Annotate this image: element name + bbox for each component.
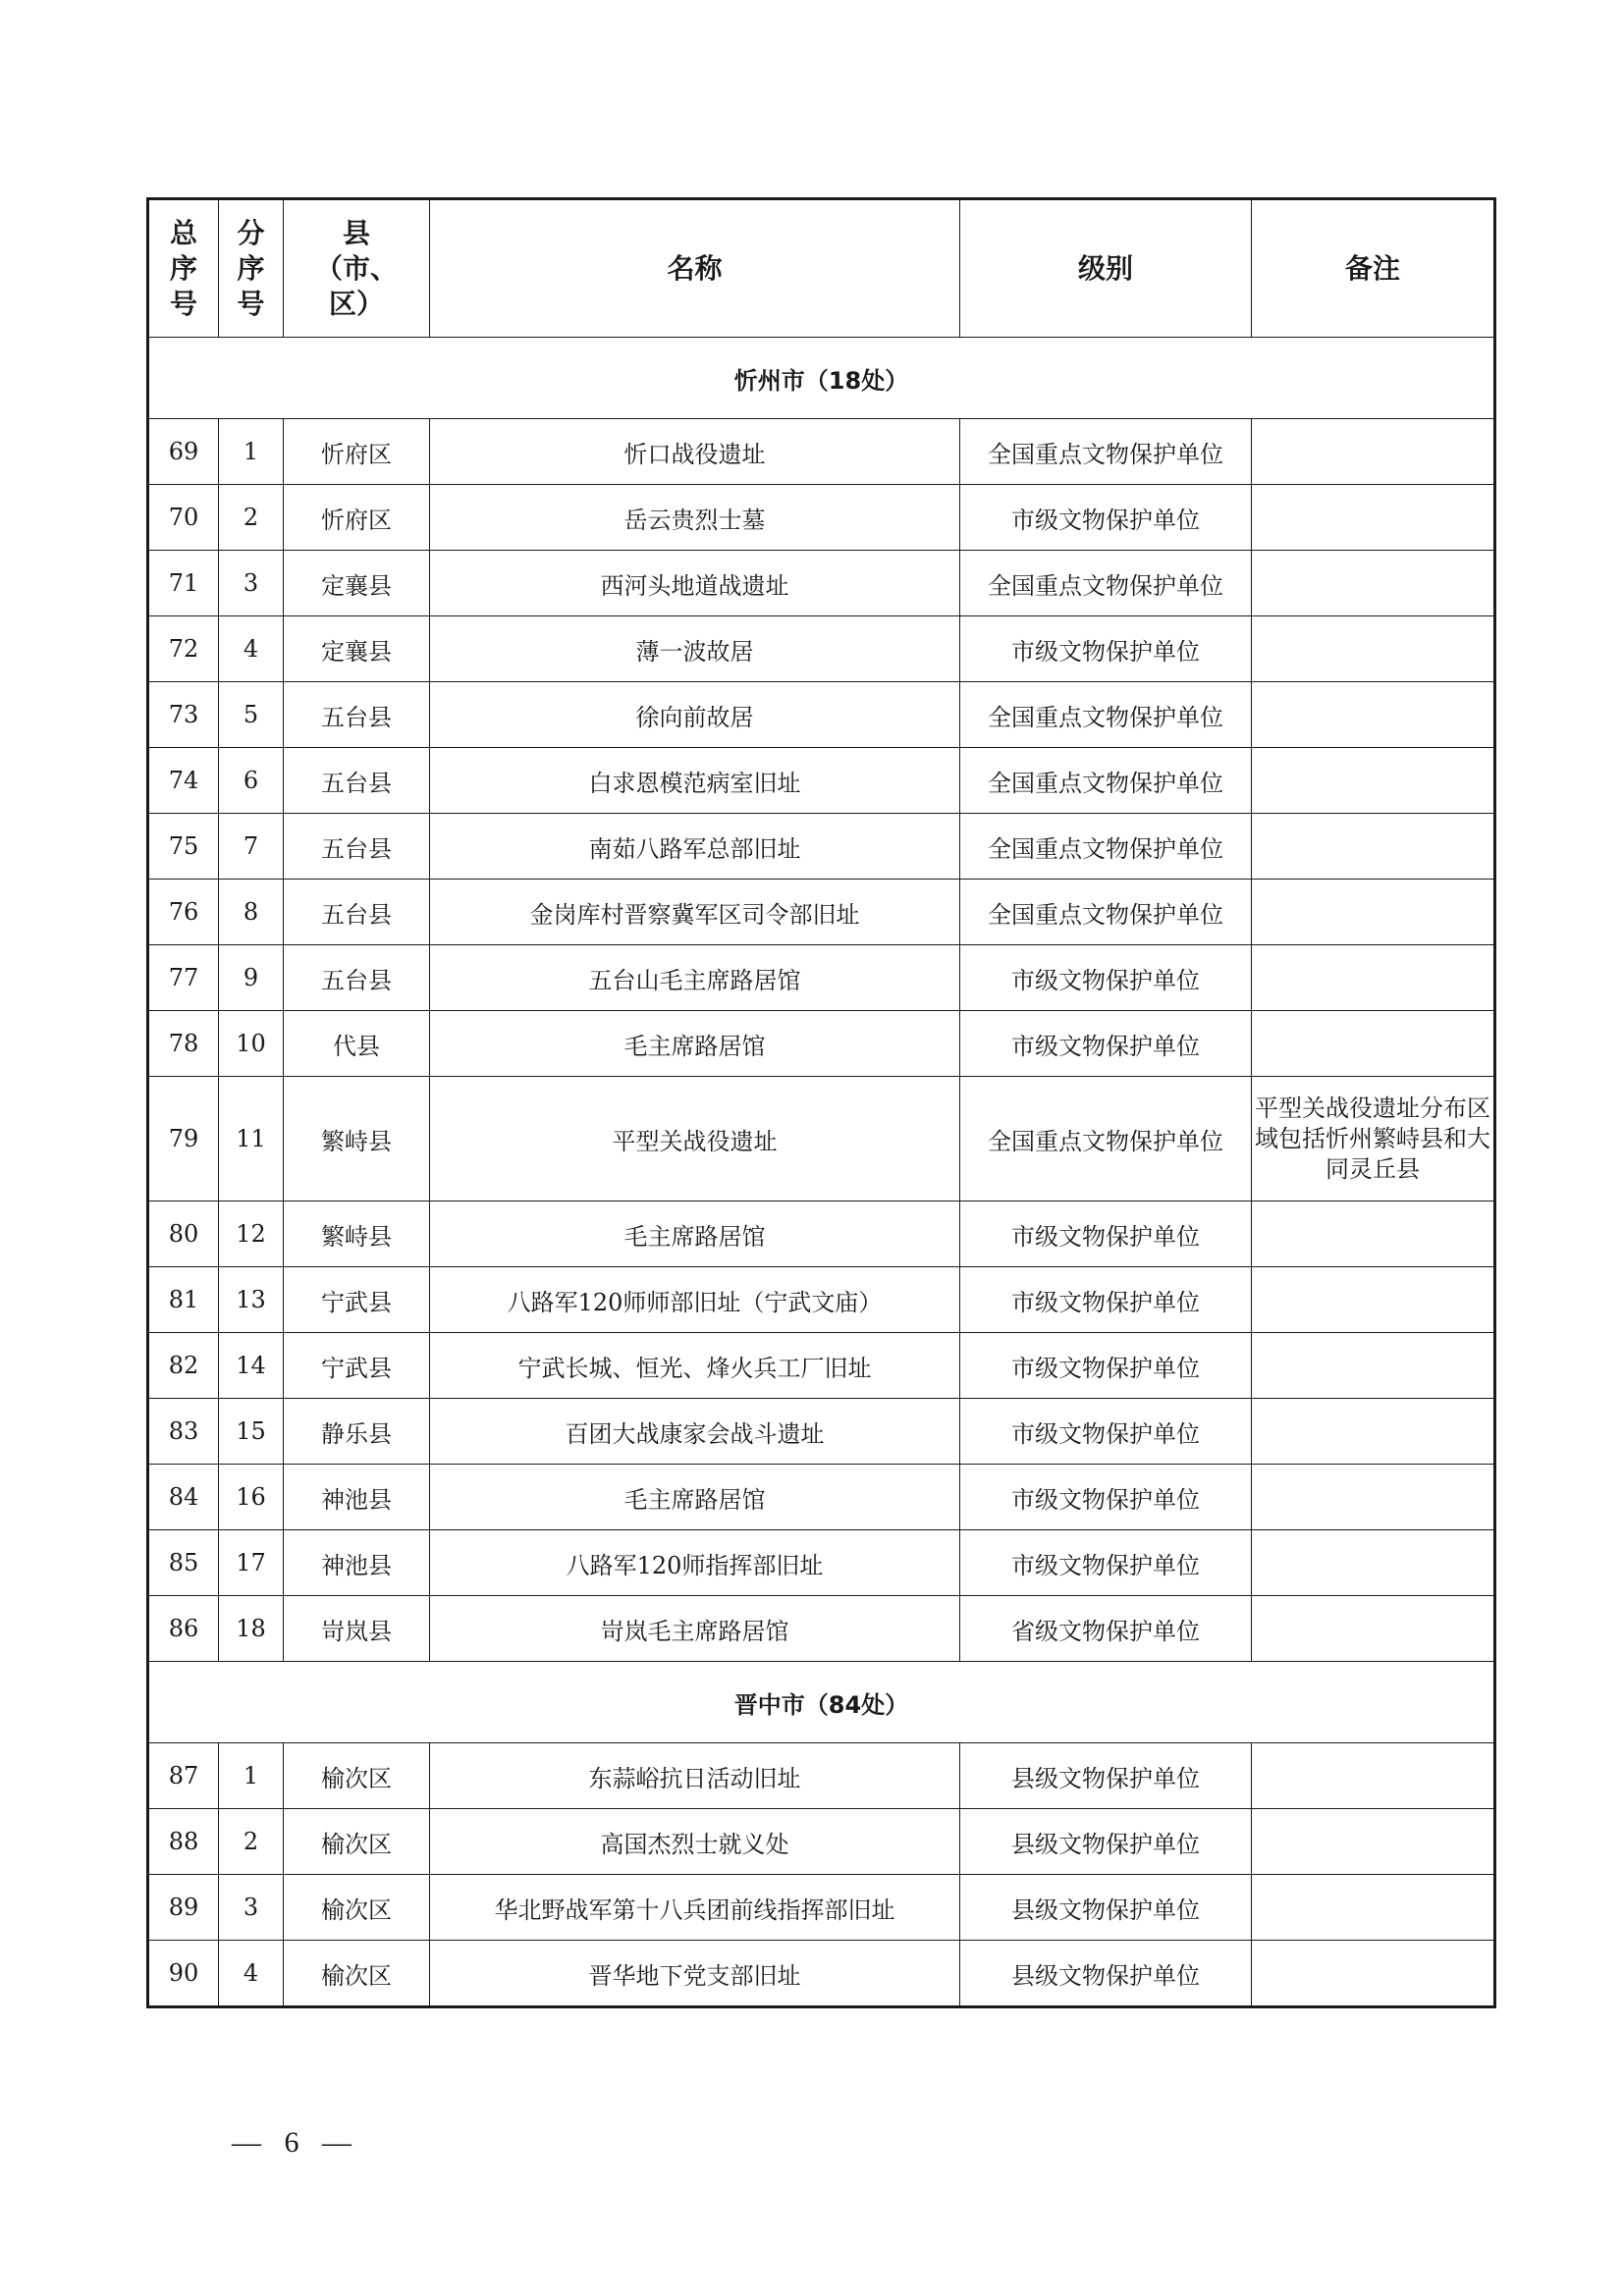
cell-total-no: 71: [148, 551, 219, 616]
cell-name: 平型关战役遗址: [430, 1077, 960, 1201]
table-row: [148, 945, 1495, 1011]
cell-level: 全国重点文物保护单位: [960, 748, 1252, 814]
cell-county: 五台县: [284, 748, 430, 814]
cell-remark: [1252, 1530, 1495, 1596]
cell-total-no: 72: [148, 616, 219, 682]
cell-name: 五台山毛主席路居馆: [430, 945, 960, 1011]
cell-total-no: 87: [148, 1743, 219, 1809]
cell-county: 忻府区: [284, 419, 430, 485]
table-row: [148, 551, 1495, 616]
cell-name: 岳云贵烈士墓: [430, 485, 960, 551]
cell-remark: [1252, 1333, 1495, 1399]
table-row: [148, 1809, 1495, 1875]
cell-total-no: 90: [148, 1941, 219, 2007]
cell-level: 全国重点文物保护单位: [960, 1077, 1252, 1201]
header-total-no: 总序号: [148, 199, 219, 338]
cell-total-no: 81: [148, 1267, 219, 1333]
cell-county: 榆次区: [284, 1941, 430, 2007]
cell-county: 神池县: [284, 1530, 430, 1596]
section-title: 忻州市（18处）: [148, 338, 1495, 419]
header-sub-no: 分序号: [219, 199, 284, 338]
cell-name: 高国杰烈士就义处: [430, 1809, 960, 1875]
cell-county: 五台县: [284, 682, 430, 748]
cell-remark: [1252, 1941, 1495, 2007]
cell-remark: [1252, 616, 1495, 682]
table-header-row: [148, 199, 1495, 338]
cell-remark: [1252, 682, 1495, 748]
cell-sub-no: 3: [219, 1875, 284, 1941]
header-remark: 备注: [1252, 199, 1495, 338]
table-row: [148, 1267, 1495, 1333]
cell-remark: [1252, 880, 1495, 945]
cell-sub-no: 6: [219, 748, 284, 814]
cell-sub-no: 10: [219, 1011, 284, 1077]
section-title: 晋中市（84处）: [148, 1662, 1495, 1743]
cell-remark: [1252, 1399, 1495, 1465]
cell-name: 白求恩模范病室旧址: [430, 748, 960, 814]
cell-total-no: 80: [148, 1201, 219, 1267]
cell-remark: [1252, 748, 1495, 814]
cell-remark: [1252, 945, 1495, 1011]
cell-county: 五台县: [284, 880, 430, 945]
cell-total-no: 85: [148, 1530, 219, 1596]
table-row: [148, 485, 1495, 551]
cell-remark: [1252, 551, 1495, 616]
cell-name: 金岗库村晋察冀军区司令部旧址: [430, 880, 960, 945]
cell-remark: [1252, 485, 1495, 551]
cell-name: 薄一波故居: [430, 616, 960, 682]
table-row: [148, 1875, 1495, 1941]
cell-sub-no: 16: [219, 1465, 284, 1530]
cell-sub-no: 14: [219, 1333, 284, 1399]
cell-name: 八路军120师师部旧址（宁武文庙）: [430, 1267, 960, 1333]
table-row: [148, 1941, 1495, 2007]
cell-sub-no: 17: [219, 1530, 284, 1596]
cell-county: 定襄县: [284, 551, 430, 616]
cell-sub-no: 12: [219, 1201, 284, 1267]
cell-name: 毛主席路居馆: [430, 1465, 960, 1530]
cell-level: 市级文物保护单位: [960, 1201, 1252, 1267]
cell-level: 全国重点文物保护单位: [960, 551, 1252, 616]
table-row: [148, 1333, 1495, 1399]
table-row: [148, 1530, 1495, 1596]
table-row: [148, 814, 1495, 880]
cell-total-no: 84: [148, 1465, 219, 1530]
cell-sub-no: 4: [219, 616, 284, 682]
table-row: [148, 1011, 1495, 1077]
table-row: [148, 1465, 1495, 1530]
table-row: [148, 1596, 1495, 1662]
cell-name: 华北野战军第十八兵团前线指挥部旧址: [430, 1875, 960, 1941]
cell-sub-no: 4: [219, 1941, 284, 2007]
cell-total-no: 86: [148, 1596, 219, 1662]
cell-county: 榆次区: [284, 1809, 430, 1875]
table-row: [148, 1201, 1495, 1267]
cell-sub-no: 18: [219, 1596, 284, 1662]
page-number: — 6 —: [232, 2126, 359, 2159]
table-row: [148, 682, 1495, 748]
cell-level: 市级文物保护单位: [960, 1399, 1252, 1465]
section-header-row: [148, 1662, 1495, 1743]
cell-level: 县级文物保护单位: [960, 1809, 1252, 1875]
cell-total-no: 83: [148, 1399, 219, 1465]
cell-county: 代县: [284, 1011, 430, 1077]
cell-sub-no: 7: [219, 814, 284, 880]
cell-level: 市级文物保护单位: [960, 1011, 1252, 1077]
cell-county: 宁武县: [284, 1267, 430, 1333]
header-name: 名称: [430, 199, 960, 338]
section-header-row: [148, 338, 1495, 419]
cell-name: 毛主席路居馆: [430, 1201, 960, 1267]
cell-total-no: 88: [148, 1809, 219, 1875]
cell-total-no: 73: [148, 682, 219, 748]
table-body: [148, 338, 1495, 2007]
cell-county: 神池县: [284, 1465, 430, 1530]
cell-remark: [1252, 1809, 1495, 1875]
cell-level: 市级文物保护单位: [960, 1333, 1252, 1399]
cell-sub-no: 5: [219, 682, 284, 748]
cell-sub-no: 1: [219, 1743, 284, 1809]
cell-county: 繁峙县: [284, 1201, 430, 1267]
cell-county: 忻府区: [284, 485, 430, 551]
cell-sub-no: 1: [219, 419, 284, 485]
cell-sub-no: 8: [219, 880, 284, 945]
cell-county: 繁峙县: [284, 1077, 430, 1201]
cell-name: 忻口战役遗址: [430, 419, 960, 485]
cell-level: 县级文物保护单位: [960, 1941, 1252, 2007]
cell-county: 榆次区: [284, 1743, 430, 1809]
cell-level: 全国重点文物保护单位: [960, 419, 1252, 485]
cell-level: 全国重点文物保护单位: [960, 682, 1252, 748]
table-row: [148, 748, 1495, 814]
cell-total-no: 79: [148, 1077, 219, 1201]
cell-sub-no: 13: [219, 1267, 284, 1333]
cell-name: 岢岚毛主席路居馆: [430, 1596, 960, 1662]
cell-remark: [1252, 1596, 1495, 1662]
cell-total-no: 75: [148, 814, 219, 880]
cell-level: 市级文物保护单位: [960, 485, 1252, 551]
cell-name: 百团大战康家会战斗遗址: [430, 1399, 960, 1465]
table-row: [148, 880, 1495, 945]
table-row: [148, 616, 1495, 682]
cell-level: 全国重点文物保护单位: [960, 814, 1252, 880]
cell-county: 五台县: [284, 814, 430, 880]
cell-county: 岢岚县: [284, 1596, 430, 1662]
cell-name: 毛主席路居馆: [430, 1011, 960, 1077]
cell-level: 市级文物保护单位: [960, 945, 1252, 1011]
cell-name: 西河头地道战遗址: [430, 551, 960, 616]
cell-remark: [1252, 814, 1495, 880]
table-row: [148, 1399, 1495, 1465]
cell-remark: 平型关战役遗址分布区域包括忻州繁峙县和大同灵丘县: [1252, 1077, 1495, 1201]
cell-total-no: 78: [148, 1011, 219, 1077]
cell-level: 省级文物保护单位: [960, 1596, 1252, 1662]
cell-name: 宁武长城、恒光、烽火兵工厂旧址: [430, 1333, 960, 1399]
cell-remark: [1252, 1011, 1495, 1077]
cell-total-no: 76: [148, 880, 219, 945]
cell-name: 徐向前故居: [430, 682, 960, 748]
header-county: 县（市、区）: [284, 199, 430, 338]
table-row: [148, 1743, 1495, 1809]
cell-name: 八路军120师指挥部旧址: [430, 1530, 960, 1596]
cell-sub-no: 15: [219, 1399, 284, 1465]
cell-total-no: 89: [148, 1875, 219, 1941]
heritage-table: [146, 197, 1496, 2008]
cell-level: 县级文物保护单位: [960, 1743, 1252, 1809]
cell-level: 市级文物保护单位: [960, 1530, 1252, 1596]
cell-level: 市级文物保护单位: [960, 1267, 1252, 1333]
cell-remark: [1252, 419, 1495, 485]
cell-remark: [1252, 1201, 1495, 1267]
cell-total-no: 70: [148, 485, 219, 551]
cell-remark: [1252, 1743, 1495, 1809]
cell-level: 市级文物保护单位: [960, 1465, 1252, 1530]
cell-total-no: 69: [148, 419, 219, 485]
cell-sub-no: 3: [219, 551, 284, 616]
cell-remark: [1252, 1875, 1495, 1941]
cell-county: 定襄县: [284, 616, 430, 682]
cell-name: 晋华地下党支部旧址: [430, 1941, 960, 2007]
cell-sub-no: 11: [219, 1077, 284, 1201]
cell-total-no: 77: [148, 945, 219, 1011]
cell-sub-no: 2: [219, 485, 284, 551]
cell-sub-no: 2: [219, 1809, 284, 1875]
cell-remark: [1252, 1465, 1495, 1530]
header-level: 级别: [960, 199, 1252, 338]
cell-county: 静乐县: [284, 1399, 430, 1465]
cell-sub-no: 9: [219, 945, 284, 1011]
cell-level: 市级文物保护单位: [960, 616, 1252, 682]
cell-county: 五台县: [284, 945, 430, 1011]
cell-remark: [1252, 1267, 1495, 1333]
cell-total-no: 74: [148, 748, 219, 814]
table-row: [148, 419, 1495, 485]
cell-level: 县级文物保护单位: [960, 1875, 1252, 1941]
table-row: [148, 1077, 1495, 1201]
cell-name: 东蒜峪抗日活动旧址: [430, 1743, 960, 1809]
cell-county: 宁武县: [284, 1333, 430, 1399]
cell-level: 全国重点文物保护单位: [960, 880, 1252, 945]
cell-county: 榆次区: [284, 1875, 430, 1941]
cell-name: 南茹八路军总部旧址: [430, 814, 960, 880]
cell-total-no: 82: [148, 1333, 219, 1399]
